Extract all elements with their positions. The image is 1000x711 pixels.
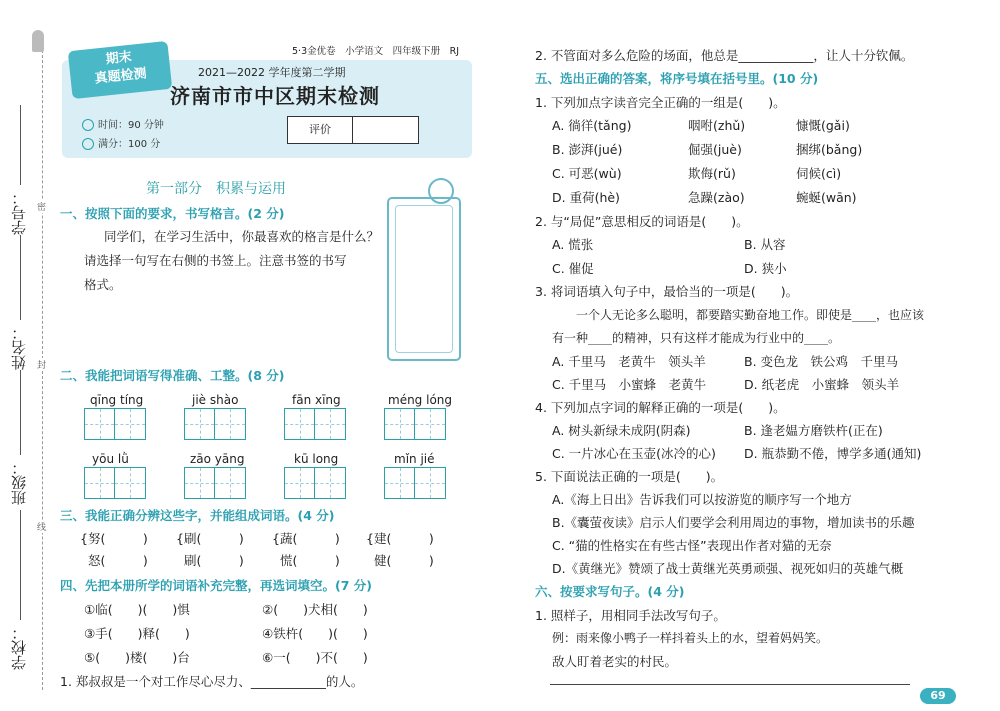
section3-title: 三、我能正确分辨这些字，并能组成词语。(4 分) <box>60 508 335 523</box>
section1-title: 一、按照下面的要求，书写格言。(2 分) <box>60 206 285 221</box>
s1-text-1: 同学们，在学习生活中，你最喜欢的格言是什么？ <box>104 229 380 244</box>
binding-mi: 密 <box>37 200 46 213</box>
idiom-6[interactable]: ⑥一( )不( ) <box>262 650 368 665</box>
s5-q2: 2. 与“局促”意思相反的词语是( )。 <box>535 214 749 229</box>
s4-q1[interactable]: 1. 郑叔叔是一个对工作尽心尽力、____________的人。 <box>60 674 364 689</box>
char-group-2[interactable]: {刷( ) 刷( ) <box>176 531 244 568</box>
s1-text-3: 格式。 <box>84 277 122 292</box>
rocket-icon <box>32 30 44 52</box>
char-group-3[interactable]: {蔬( ) 慌( ) <box>272 531 340 568</box>
idiom-3[interactable]: ③手( )释( ) <box>84 626 190 641</box>
binding-blank-xuexiao[interactable] <box>20 510 21 620</box>
bookmark-writing-area[interactable] <box>387 197 461 361</box>
exam-time-text: 时间：90 分钟 <box>98 120 164 131</box>
pinyin-6: zāo yāng <box>190 452 245 466</box>
grid-6[interactable] <box>184 467 246 499</box>
s5-q3: 3. 将词语填入句子中，最恰当的一项是( )。 <box>535 284 799 299</box>
char-group-4[interactable]: {建( ) 健( ) <box>366 531 434 568</box>
s5-q4: 4. 下列加点字词的解释正确的一项是( )。 <box>535 400 786 415</box>
binding-feng: 封 <box>37 358 46 371</box>
binding-xian: 线 <box>37 520 46 533</box>
s5-q1: 1. 下列加点字读音完全正确的一组是( )。 <box>535 95 786 110</box>
s5-q5-c[interactable]: C. “猫的性格实在有些古怪”表现出作者对猫的无奈 <box>552 538 832 553</box>
pinyin-2: jiè shào <box>192 393 239 407</box>
s5-q1-d1[interactable]: D. 重荷(hè) <box>552 190 620 205</box>
s5-q5: 5. 下面说法正确的一项是( )。 <box>535 469 724 484</box>
s5-q3-text1: 一个人无论多么聪明，都要踏实勤奋地工作。即使是____，也应该 <box>576 308 925 322</box>
s5-q5-b[interactable]: B.《囊萤夜读》启示人们要学会利用周边的事物，增加读书的乐趣 <box>552 515 915 530</box>
answer-line[interactable] <box>550 684 910 685</box>
s6-q1: 1. 照样子，用相同手法改写句子。 <box>535 608 726 623</box>
grid-3[interactable] <box>284 408 346 440</box>
page-number: 69 <box>920 688 956 704</box>
char-4b: 健 <box>373 553 387 568</box>
section4-title: 四、先把本册所学的词语补充完整，再选词填空。(7 分) <box>60 578 372 593</box>
s5-q1-b3: 捆绑(bǎng) <box>796 142 863 157</box>
binding-label-banji: 班级： <box>10 460 28 505</box>
clock-icon <box>82 119 94 131</box>
binding-label-xuehao: 学号： <box>10 190 28 235</box>
s5-q1-c2: 欺侮(rǔ) <box>688 166 736 181</box>
pinyin-4: méng lóng <box>388 393 453 407</box>
check-icon <box>82 138 94 150</box>
grid-2[interactable] <box>184 408 246 440</box>
binding-label-xuexiao: 学校： <box>10 625 28 670</box>
book-series-label: 5·3金优卷 小学语文 四年级下册 RJ <box>292 46 460 57</box>
idiom-1[interactable]: ①临( )( )惧 <box>84 602 190 617</box>
s5-q3-b[interactable]: B. 变色龙 铁公鸡 千里马 <box>744 354 899 369</box>
section2-title: 二、我能把词语写得准确、工整。(8 分) <box>60 368 285 383</box>
s5-q1-c3: 伺候(cì) <box>796 166 842 181</box>
s5-q2-c[interactable]: C. 催促 <box>552 261 594 276</box>
pinyin-3: fān xīng <box>292 393 341 407</box>
char-2a: 刷 <box>183 531 197 546</box>
section6-title: 六、按要求写句子。(4 分) <box>535 584 685 599</box>
binding-label-xingming: 姓名： <box>10 325 28 370</box>
badge-line2: 真题检测 <box>94 66 148 87</box>
pinyin-7: kū long <box>294 452 339 466</box>
grid-8[interactable] <box>384 467 446 499</box>
char-group-1[interactable]: {努( ) 怒( ) <box>80 531 148 568</box>
s5-q4-c[interactable]: C. 一片冰心在玉壶(冰冷的心) <box>552 446 716 461</box>
s5-q5-a[interactable]: A.《海上日出》告诉我们可以按游览的顺序写一个地方 <box>552 492 852 507</box>
s6-example: 例：雨来像小鸭子一样抖着头上的水，望着妈妈笑。 <box>552 631 829 645</box>
s5-q3-c[interactable]: C. 千里马 小蜜蜂 老黄牛 <box>552 377 707 392</box>
badge-line1: 期末 <box>105 49 133 68</box>
s5-q4-b[interactable]: B. 逢老媪方磨铁杵(正在) <box>744 423 883 438</box>
evaluation-box[interactable] <box>287 116 419 144</box>
s5-q1-d3: 蜿蜒(wān) <box>796 190 857 205</box>
idiom-5[interactable]: ⑤( )楼( )台 <box>84 650 190 665</box>
s5-q1-b2: 倔强(juè) <box>688 142 742 157</box>
char-1b: 怒 <box>87 553 101 568</box>
s5-q1-a2: 咽咐(zhǔ) <box>688 118 746 133</box>
school-year: 2021—2022 学年度第二学期 <box>198 66 346 79</box>
s5-q1-c1[interactable]: C. 可恶(wù) <box>552 166 622 181</box>
grid-4[interactable] <box>384 408 446 440</box>
char-1a: 努 <box>87 531 101 546</box>
exam-score-text: 满分：100 分 <box>98 139 161 150</box>
exam-score <box>82 135 160 150</box>
s5-q1-d2: 急躁(zào) <box>688 190 745 205</box>
part1-title: 第一部分 积累与运用 <box>146 181 286 197</box>
char-4a: 建 <box>373 531 387 546</box>
s5-q3-a[interactable]: A. 千里马 老黄牛 领头羊 <box>552 354 706 369</box>
s5-q3-d[interactable]: D. 纸老虎 小蜜蜂 领头羊 <box>744 377 900 392</box>
char-3b: 慌 <box>279 553 293 568</box>
pinyin-8: mǐn jié <box>394 452 435 466</box>
grid-5[interactable] <box>84 467 146 499</box>
pinyin-5: yōu lǜ <box>92 452 129 466</box>
exam-time <box>82 116 164 131</box>
idiom-4[interactable]: ④铁杵( )( ) <box>262 626 368 641</box>
evaluation-label: 评价 <box>288 117 353 143</box>
s5-q2-b[interactable]: B. 从容 <box>744 237 786 252</box>
s5-q1-a1[interactable]: A. 徜徉(tǎng) <box>552 118 632 133</box>
char-2b: 刷 <box>183 553 197 568</box>
section5-title: 五、选出正确的答案，将序号填在括号里。(10 分) <box>535 71 819 86</box>
grid-1[interactable] <box>84 408 146 440</box>
tassel-icon <box>428 178 454 204</box>
s5-q2-a[interactable]: A. 慌张 <box>552 237 594 252</box>
binding-blank-xingming[interactable] <box>20 235 21 320</box>
s5-q4-a[interactable]: A. 树头新绿未成阴(阴森) <box>552 423 691 438</box>
binding-blank-xuehao[interactable] <box>20 105 21 185</box>
s5-q2-d[interactable]: D. 狭小 <box>744 261 787 276</box>
s5-q3-text2: 有一种____的精神，只有这样才能成为行业中的____。 <box>552 331 841 345</box>
idiom-2[interactable]: ②( )犬相( ) <box>262 602 368 617</box>
char-3a: 蔬 <box>279 531 293 546</box>
s6-task: 敌人盯着老实的村民。 <box>552 654 678 669</box>
s5-q1-b1[interactable]: B. 澎湃(jué) <box>552 142 623 157</box>
binding-blank-banji[interactable] <box>20 370 21 455</box>
page-title: 济南市市中区期末检测 <box>170 84 380 108</box>
pinyin-1: qīng tíng <box>90 393 144 407</box>
s5-q1-a3: 慷慨(gǎi) <box>796 118 850 133</box>
s1-text-2: 请选择一句写在右侧的书签上。注意书签的书写 <box>84 253 347 268</box>
s5-q4-d[interactable]: D. 瓶恭勤不倦，博学多通(通知) <box>744 446 922 461</box>
s5-q5-d[interactable]: D.《黄继光》赞颂了战士黄继光英勇顽强、视死如归的英雄气概 <box>552 561 904 576</box>
grid-7[interactable] <box>284 467 346 499</box>
s4-q2[interactable]: 2. 不管面对多么危险的场面，他总是____________，让人十分钦佩。 <box>535 48 914 63</box>
